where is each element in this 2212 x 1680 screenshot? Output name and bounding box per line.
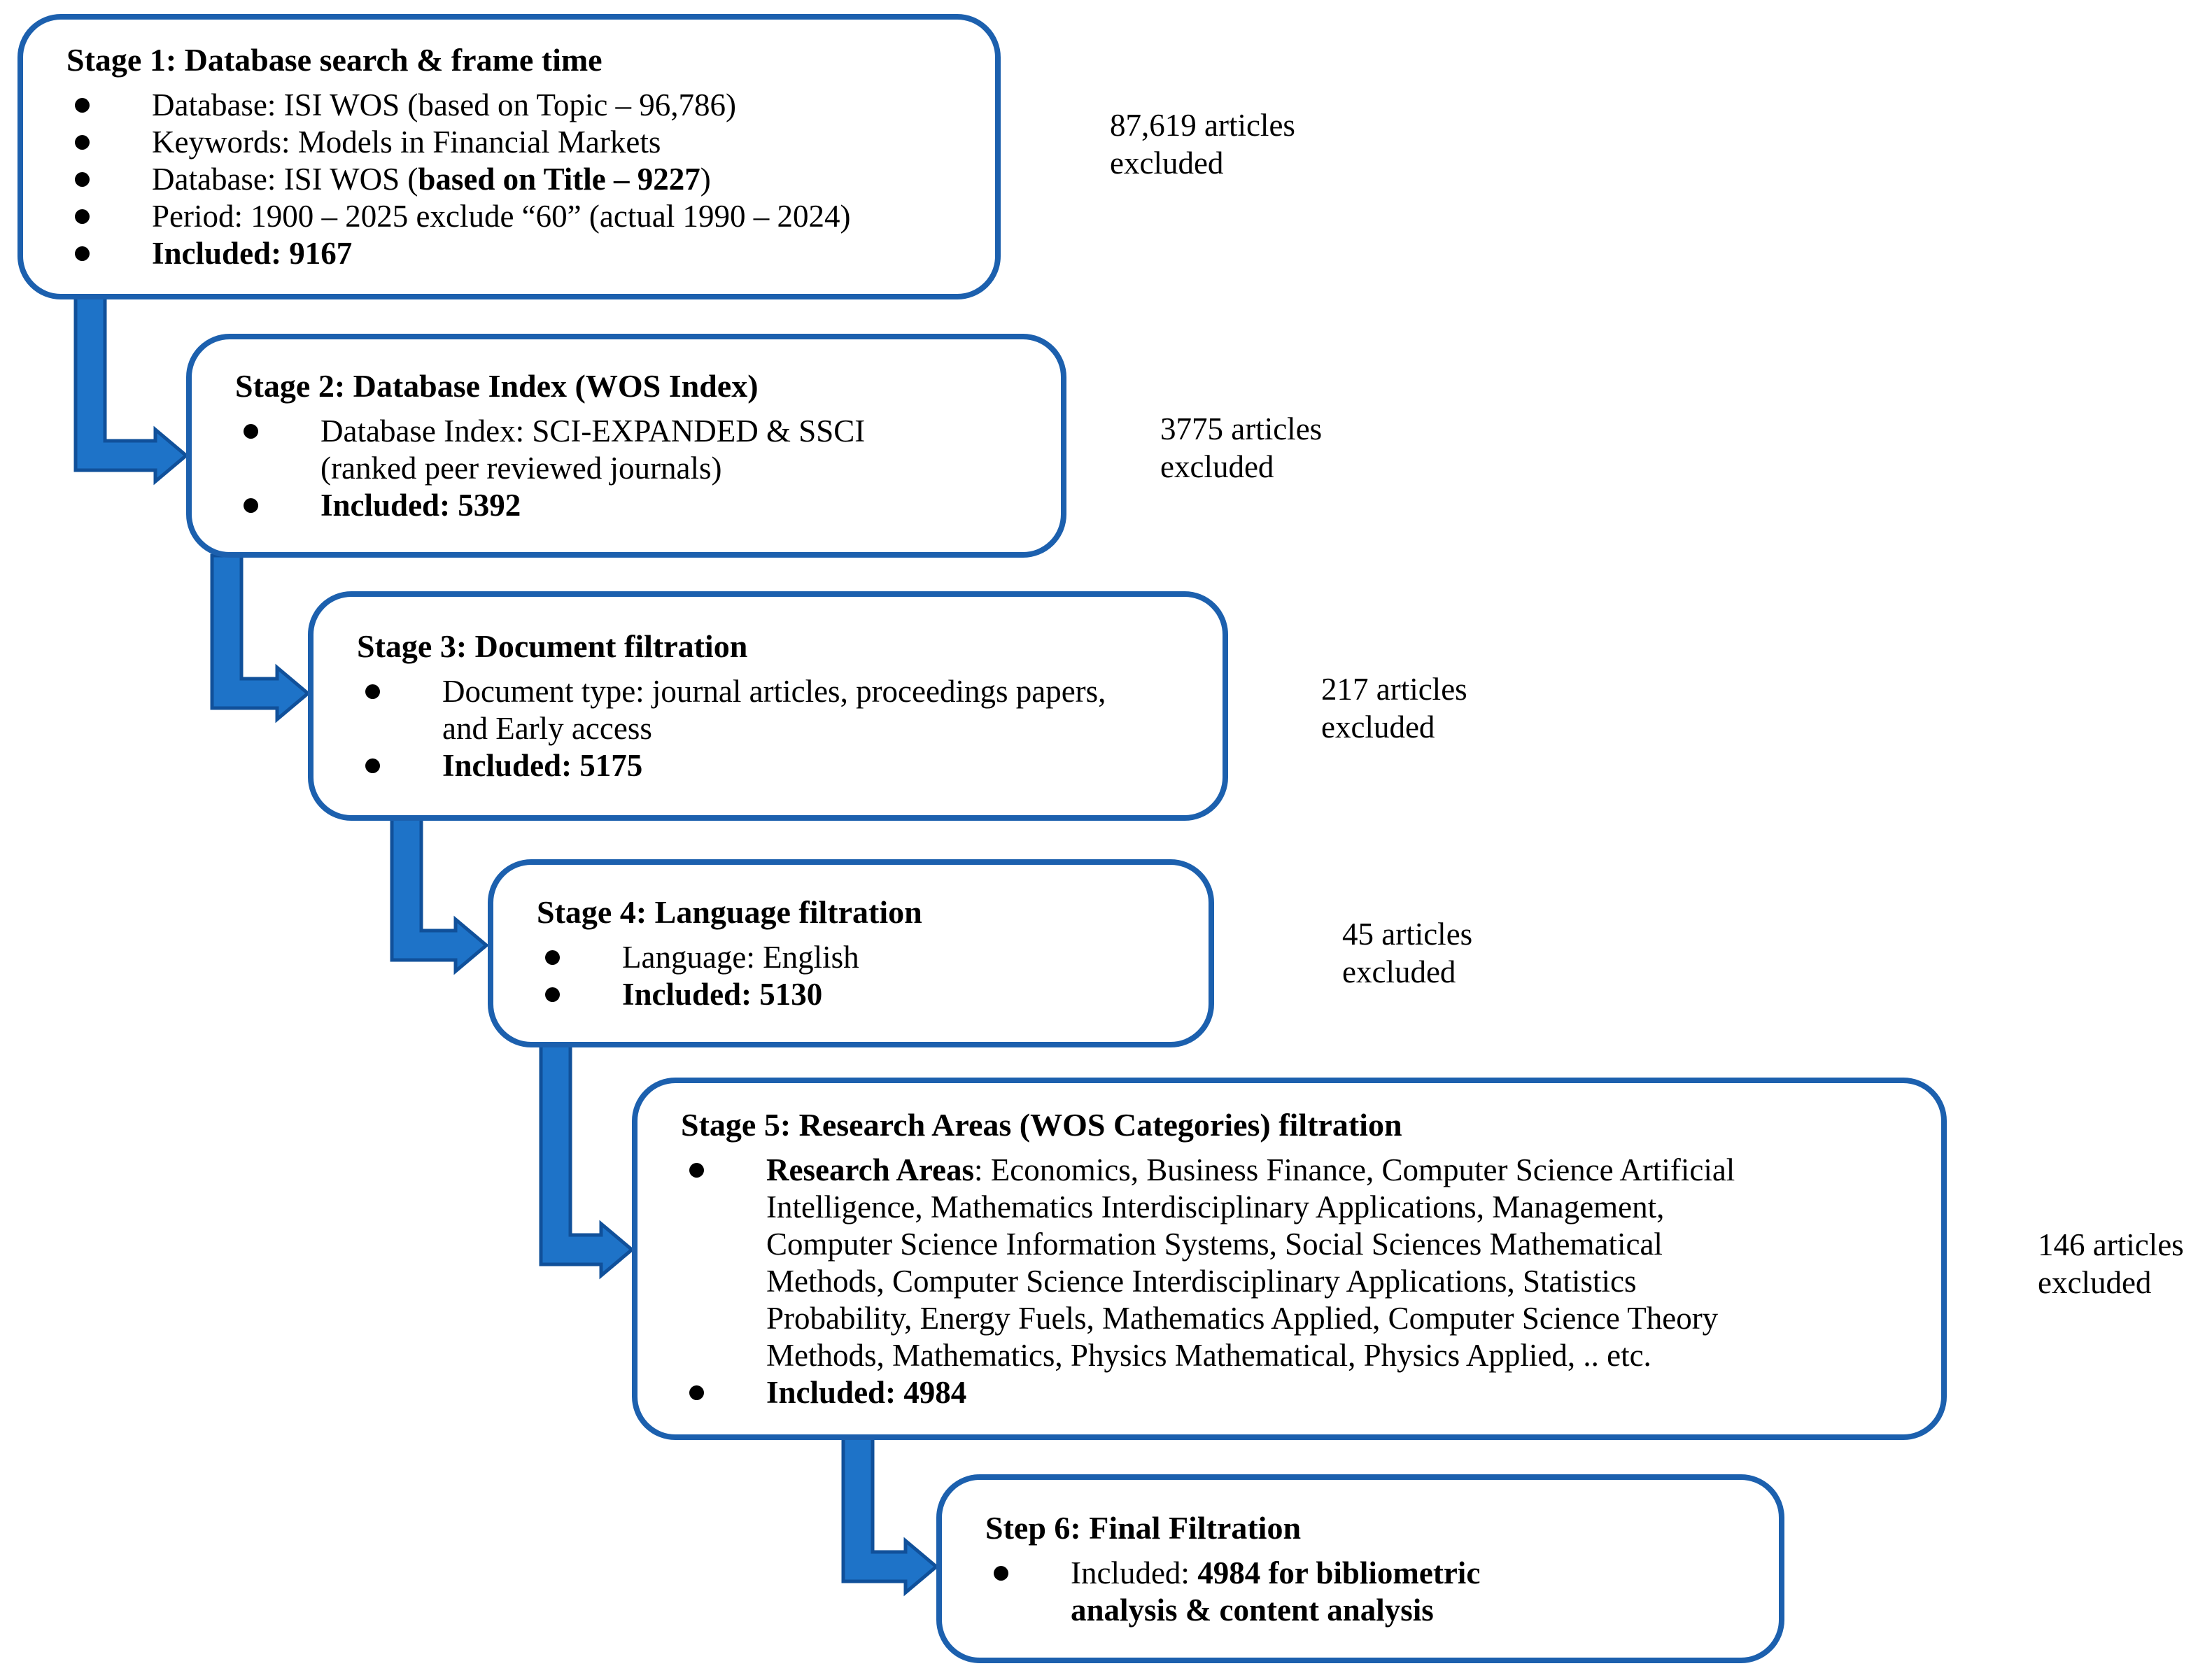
excluded-note-stage-2: 3775 articles excluded [1160,411,1323,484]
bullet-item: Included: 9167 [66,235,967,272]
stage-3-bullet-list [357,673,1195,784]
stage-2-bullet-list [235,413,1033,524]
bullet-item: Included: 4984 for bibliometric analysis & content analysis [985,1555,1751,1629]
bullet-item: Research Areas: Economics, Business Finance, Computer Science Artificial Intelligence, Mathematics Interdisciplinary Applications, Management, Computer Science Information Systems, Social Sciences Mathematical Methods, Computer Science Interdisciplinary Applications, Statistics Probability, Energy Fuels, Mathematics Applied, Computer Science Theory Methods, Mathematics, Physics Mathematical, Physics Applied, .. etc. [681,1152,1913,1374]
bullet-item: Included: 5392 [235,487,1033,524]
stage-1-box [17,14,1001,299]
stage-5-box [632,1078,1947,1440]
stage-1-title: Stage 1: Database search & frame time [66,42,603,78]
bullet-item: Language: English [537,939,1181,976]
bullet-item: Period: 1900 – 2025 exclude “60” (actual 1990 – 2024) [66,198,967,235]
arrow-stage-4-to-stage-5 [541,1045,632,1276]
excluded-note-stage-3: 217 articles excluded [1321,672,1467,744]
stage-4-bullet-list [537,939,1181,1013]
stage-4-title: Stage 4: Language filtration [537,894,922,930]
bullet-item: Included: 5175 [357,747,1195,784]
stage-1-bullet-list [66,87,967,272]
stage-3-box [308,591,1228,821]
bullet-item: Document type: journal articles, proceedings papers, and Early access [357,673,1195,747]
arrow-stage-3-to-stage-4 [392,818,486,971]
stage-4-box [488,859,1214,1047]
bullet-item: Included: 5130 [537,976,1181,1013]
stage-6-title: Step 6: Final Filtration [985,1509,1302,1546]
stage-2-title: Stage 2: Database Index (WOS Index) [235,368,759,404]
stage-6-box [936,1474,1784,1663]
bullet-item: Keywords: Models in Financial Markets [66,124,967,161]
bullet-item: Database: ISI WOS (based on Title – 9227) [66,161,967,198]
arrow-stage-2-to-stage-3 [212,556,308,719]
stage-5-title: Stage 5: Research Areas (WOS Categories) filtration [681,1107,1402,1143]
stage-3-title: Stage 3: Document filtration [357,628,748,664]
bullet-item: Database Index: SCI-EXPANDED & SSCI (ranked peer reviewed journals) [235,413,1033,487]
arrow-stage-5-to-stage-6 [843,1437,936,1593]
stage-5-bullet-list [681,1152,1913,1411]
bullet-item: Database: ISI WOS (based on Topic – 96,786) [66,87,967,124]
arrow-stage-1-to-stage-2 [76,297,186,481]
excluded-note-stage-1: 87,619 articles excluded [1110,108,1295,181]
stage-2-box [186,334,1066,558]
stage-6-bullet-list [985,1555,1751,1629]
excluded-note-stage-5: 146 articles excluded [2038,1227,2184,1300]
excluded-note-stage-4: 45 articles excluded [1342,917,1473,989]
bullet-item: Included: 4984 [681,1374,1913,1411]
